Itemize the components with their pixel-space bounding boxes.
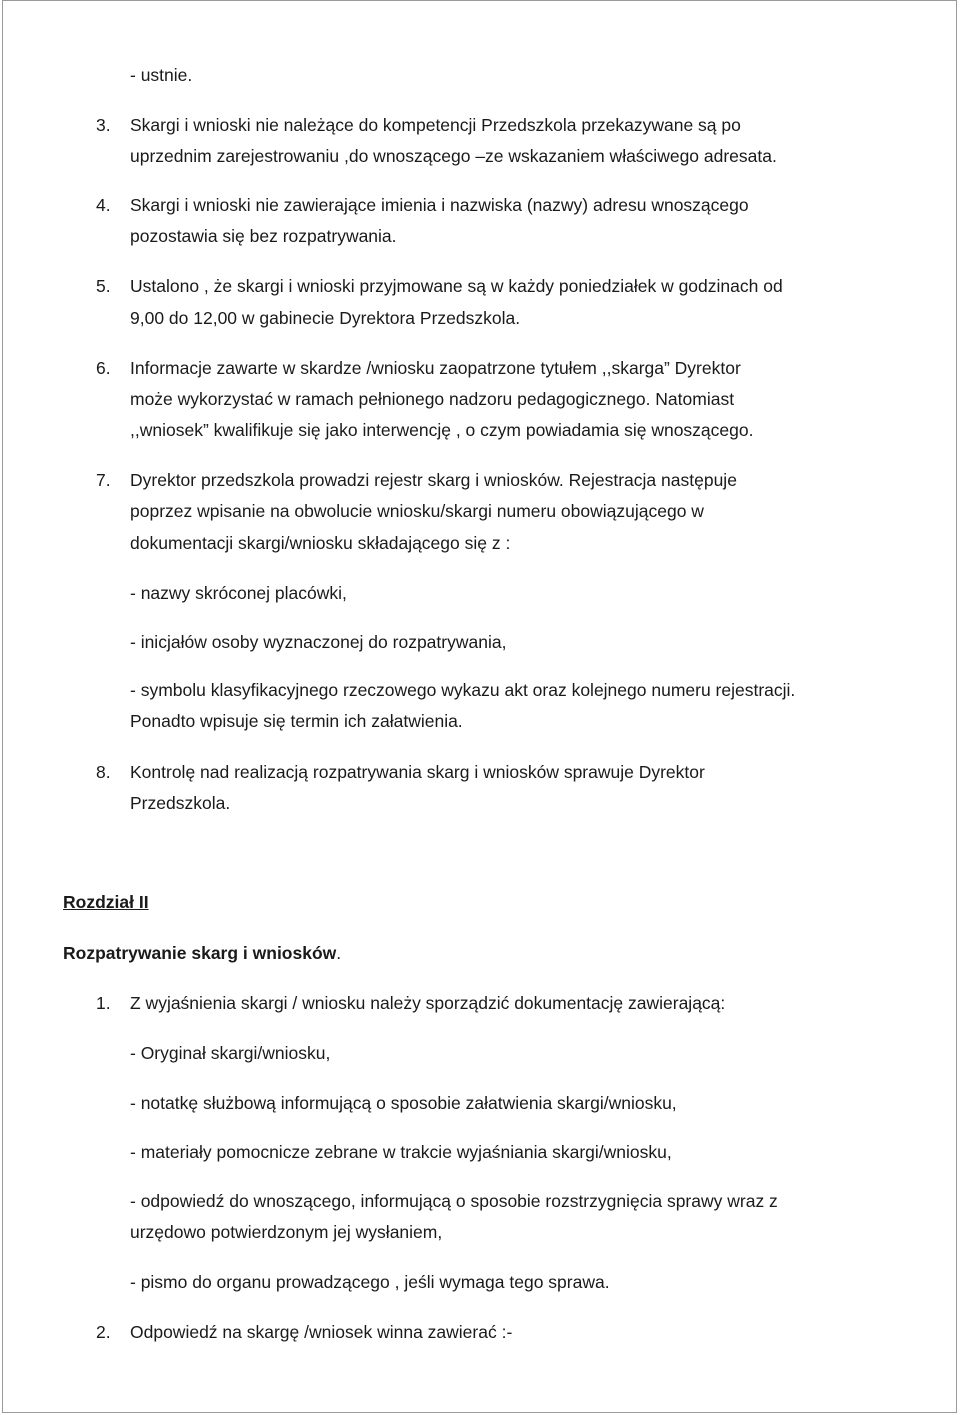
list-number: 6. bbox=[96, 358, 111, 378]
sub-list-item: - inicjałów osoby wyznaczonej do rozpatrywania, bbox=[130, 632, 507, 652]
text-line: Dyrektor przedszkola prowadzi rejestr skarg i wniosków. Rejestracja następuje bbox=[130, 470, 737, 490]
chapter-subtitle bbox=[63, 942, 341, 964]
text-line: pozostawia się bez rozpatrywania. bbox=[130, 226, 397, 246]
list-number: 4. bbox=[96, 195, 111, 215]
sub-list-item: - odpowiedź do wnoszącego, informującą o sposobie rozstrzygnięcia sprawy wraz z bbox=[130, 1191, 778, 1211]
sub-list-item: - pismo do organu prowadzącego , jeśli wymaga tego sprawa. bbox=[130, 1272, 610, 1292]
text-line: Skargi i wnioski nie zawierające imienia i nazwiska (nazwy) adresu wnoszącego bbox=[130, 195, 749, 215]
sub-list-item: - symbolu klasyfikacyjnego rzeczowego wykazu akt oraz kolejnego numeru rejestracji. bbox=[130, 680, 796, 700]
text-line: ,,wniosek” kwalifikuje się jako interwencję , o czym powiadamia się wnoszącego. bbox=[130, 420, 754, 440]
list-number: 5. bbox=[96, 276, 111, 296]
text-line: Skargi i wnioski nie należące do kompetencji Przedszkola przekazywane są po bbox=[130, 115, 741, 135]
text-line: poprzez wpisanie na obwolucie wniosku/skargi numeru obowiązującego w bbox=[130, 501, 704, 521]
text-line: Odpowiedź na skargę /wniosek winna zawierać :- bbox=[130, 1322, 513, 1342]
sub-list-item: - Oryginał skargi/wniosku, bbox=[130, 1043, 331, 1063]
sub-list-item: - notatkę służbową informującą o sposobie załatwienia skargi/wniosku, bbox=[130, 1093, 677, 1113]
text-line: - ustnie. bbox=[130, 65, 193, 85]
sub-list-item: Ponadto wpisuje się termin ich załatwienia. bbox=[130, 711, 463, 731]
list-number: 1. bbox=[96, 993, 111, 1013]
chapter-subtitle-text: Rozpatrywanie skarg i wniosków bbox=[63, 943, 337, 963]
text-line: Informacje zawarte w skardze /wniosku zaopatrzone tytułem ,,skarga” Dyrektor bbox=[130, 358, 741, 378]
document-page bbox=[2, 0, 957, 1413]
text-line: Ustalono , że skargi i wnioski przyjmowane są w każdy poniedziałek w godzinach od bbox=[130, 276, 783, 296]
text-line: uprzednim zarejestrowaniu ,do wnoszącego –ze wskazaniem właściwego adresata. bbox=[130, 146, 777, 166]
list-number: 7. bbox=[96, 470, 111, 490]
text-line: Kontrolę nad realizacją rozpatrywania skarg i wniosków sprawuje Dyrektor bbox=[130, 762, 705, 782]
list-number: 3. bbox=[96, 115, 111, 135]
sub-list-item: urzędowo potwierdzonym jej wysłaniem, bbox=[130, 1222, 443, 1242]
sub-list-item: - materiały pomocnicze zebrane w trakcie wyjaśniania skargi/wniosku, bbox=[130, 1142, 672, 1162]
text-line: może wykorzystać w ramach pełnionego nadzoru pedagogicznego. Natomiast bbox=[130, 389, 735, 409]
chapter-subtitle-dot: . bbox=[336, 943, 342, 963]
text-line: dokumentacji skargi/wniosku składającego się z : bbox=[130, 533, 511, 553]
chapter-title: Rozdział II bbox=[63, 892, 149, 912]
list-number: 2. bbox=[96, 1322, 111, 1342]
text-line: Przedszkola. bbox=[130, 793, 231, 813]
sub-list-item: - nazwy skróconej placówki, bbox=[130, 583, 347, 603]
list-number: 8. bbox=[96, 762, 111, 782]
text-line: 9,00 do 12,00 w gabinecie Dyrektora Przedszkola. bbox=[130, 308, 521, 328]
text-line: Z wyjaśnienia skargi / wniosku należy sporządzić dokumentację zawierającą: bbox=[130, 993, 726, 1013]
